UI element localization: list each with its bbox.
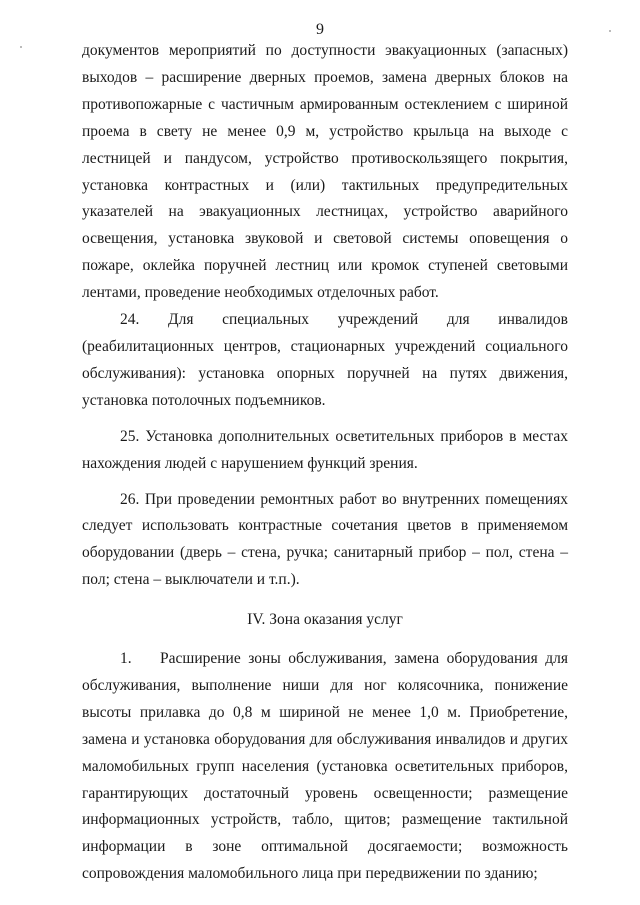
list-item-number: 1. bbox=[120, 650, 132, 668]
paragraph-26: 26. При проведении ремонтных работ во внутренних помещениях следует использовать контрастные сочетания цветов в применяемом оборудовании (дверь – стена, ручка; санитарный прибор – пол, стена – пол; стена – выключатели и т.п.). bbox=[82, 490, 568, 589]
paragraph-continuation: документов мероприятий по доступности эвакуационных (запасных) выходов – расширение дверных проемов, замена дверных блоков на противопожарные с частичным армированным остеклением с шириной проема в свету не менее 0,9 м, устройство крыльца на выходе с лестницей и пандусом, устройство противоскользящего покрытия, установка контрастных и (или) тактильных предупредительных указателей на эвакуационных лестницах, устройство аварийного освещения, установка звуковой и световой системы оповещения о пожаре, оклейка поручней лестниц или кромок ступеней световыми лентами, проведение необходимых отделочных работ. bbox=[82, 42, 568, 302]
scan-speck bbox=[20, 46, 22, 48]
page-number: 9 bbox=[316, 21, 324, 38]
list-item-text: Расширение зоны обслуживания, замена оборудования для обслуживания, выполнение ниши для ног колясочника, понижение высоты прилавка до 0,8 м шириной не менее 1,0 м. Приобретение, замена и установка оборудования для обслуживания инвалидов и других маломобильных групп населения (установка осветительных приборов, гарантирующих достаточный уровень освещенности; размещение информационных устройств, табло, щитов; размещение тактильной информации в зоне оптимальной досягаемости; возможность сопровождения маломобильного лица при передвижении по зданию; bbox=[82, 650, 568, 883]
paragraph-24: 24. Для специальных учреждений для инвалидов (реабилитационных центров, стационарных учреждений социального обслуживания): установка опорных поручней на путях движения, установка потолочных подъемников. bbox=[82, 311, 568, 409]
list-item-1 bbox=[82, 646, 568, 888]
scan-speck bbox=[609, 30, 611, 32]
paragraph-25: 25. Установка дополнительных осветительных приборов в местах нахождения людей с нарушением функций зрения. bbox=[82, 427, 568, 472]
section-heading: IV. Зона оказания услуг bbox=[247, 611, 403, 629]
document-body bbox=[82, 38, 568, 888]
